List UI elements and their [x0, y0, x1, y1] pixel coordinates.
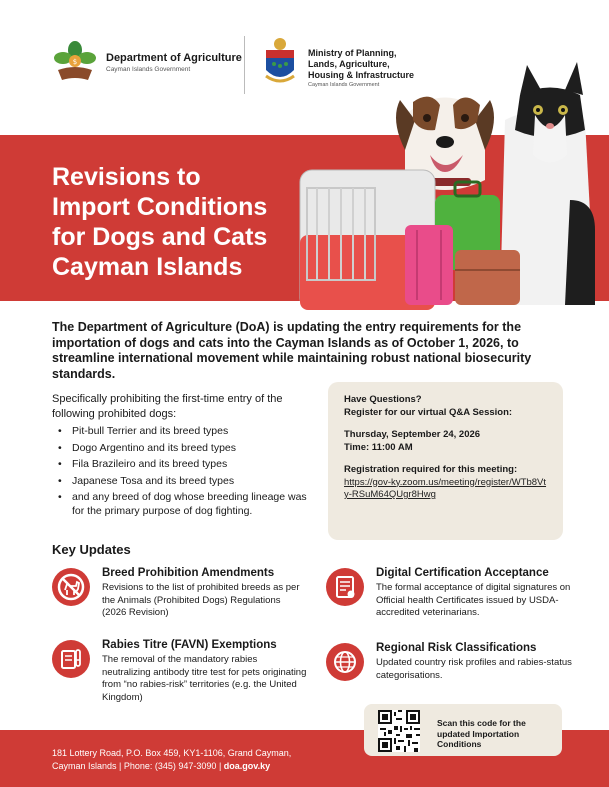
qr-caption: Scan this code for the updated Importation Conditions — [437, 718, 526, 749]
title-line-3: for Dogs and Cats — [52, 223, 268, 251]
list-item: • Japanese Tosa and its breed types — [58, 474, 317, 488]
page-title — [52, 162, 292, 282]
update-body: The formal acceptance of digital signatures on Official health Certificates issued by USDA-accredited veterinarians. — [376, 582, 571, 618]
prohibited-breeds — [52, 392, 317, 521]
qa-time: Time: 11:00 AM — [344, 441, 413, 453]
update-body: Updated country risk profiles and rabies-status categorisations. — [376, 657, 572, 681]
registration-link[interactable]: https://gov-ky.zoom.us/meeting/register/WTb8Vty-RSuM64QUgr8Hwg — [344, 476, 547, 500]
key-updates-heading: Key Updates — [52, 542, 131, 557]
footer-line-2 — [52, 760, 291, 773]
globe-icon — [326, 643, 364, 681]
update-title: Rabies Titre (FAVN) Exemptions — [102, 639, 277, 651]
doa-text — [106, 52, 242, 73]
prohibited-list — [58, 424, 317, 518]
update-title: Regional Risk Classifications — [376, 642, 537, 654]
website-link[interactable]: doa.gov.ky — [223, 761, 271, 771]
qa-session-box — [328, 382, 563, 540]
header-divider — [244, 36, 245, 94]
list-item: • and any breed of dog whose breeding lineage was for the primary purpose of dog fighting. — [58, 490, 317, 518]
ministry-subtitle: Cayman Islands Government — [308, 82, 380, 88]
svg-text:$: $ — [72, 58, 78, 66]
title-line-2: Import Conditions — [52, 193, 268, 221]
update-body: Revisions to the list of prohibited breeds as per the Animals (Prohibited Dogs) Regulations (2026 Revision) — [102, 582, 300, 618]
qr-code[interactable] — [378, 710, 420, 752]
ministry-line-3: Housing & Infrastructure — [308, 70, 415, 80]
qa-registration-note: Registration required for this meeting: — [344, 464, 518, 475]
footer-address: 181 Lottery Road, P.O. Box 459, KY1-1106, Grand Cayman, — [52, 748, 292, 758]
update-body: The removal of the mandatory rabies neutralizing antibody titre test for pets originating from “no rabies-risk” territories (e.g. the United Kingdom) — [102, 654, 307, 703]
doa-subtitle: Cayman Islands Government — [106, 66, 191, 73]
intro-paragraph: The Department of Agriculture (DoA) is updating the entry requirements for the importation of dogs and cats into the Cayman Islands as of October 1, 2026, to streamline international movement while maintaining robust national biosecurity standards. — [52, 320, 532, 381]
list-item: • Pit-bull Terrier and its breed types — [58, 424, 317, 438]
update-title: Digital Certification Acceptance — [376, 567, 549, 579]
ministry-line-2: Lands, Agriculture, — [308, 59, 390, 69]
doa-title: Department of Agriculture — [106, 52, 242, 64]
dog-cat-luggage-image — [295, 60, 609, 310]
title-line-1: Revisions to — [52, 163, 201, 191]
qa-heading: Have Questions? — [344, 394, 422, 405]
update-title: Breed Prohibition Amendments — [102, 567, 275, 579]
certificate-icon — [326, 568, 364, 606]
ministry-line-1: Ministry of Planning, — [308, 48, 397, 58]
no-dog-icon — [52, 568, 90, 606]
qa-register-heading: Register for our virtual Q&A Session: — [344, 406, 513, 418]
doa-logo — [52, 36, 98, 86]
title-line-4: Cayman Islands — [52, 253, 243, 281]
lab-test-icon — [52, 640, 90, 678]
list-item: • Dogo Argentino and its breed types — [58, 441, 317, 455]
prohibited-intro: Specifically prohibiting the first-time entry of the following prohibited dogs: — [52, 393, 283, 420]
list-item: • Fila Brazileiro and its breed types — [58, 457, 317, 471]
footer-contact — [52, 747, 291, 773]
footer-phone: Cayman Islands | Phone: (345) 947-3090 | — [52, 761, 224, 771]
qa-date: Thursday, September 24, 2026 — [344, 429, 481, 440]
